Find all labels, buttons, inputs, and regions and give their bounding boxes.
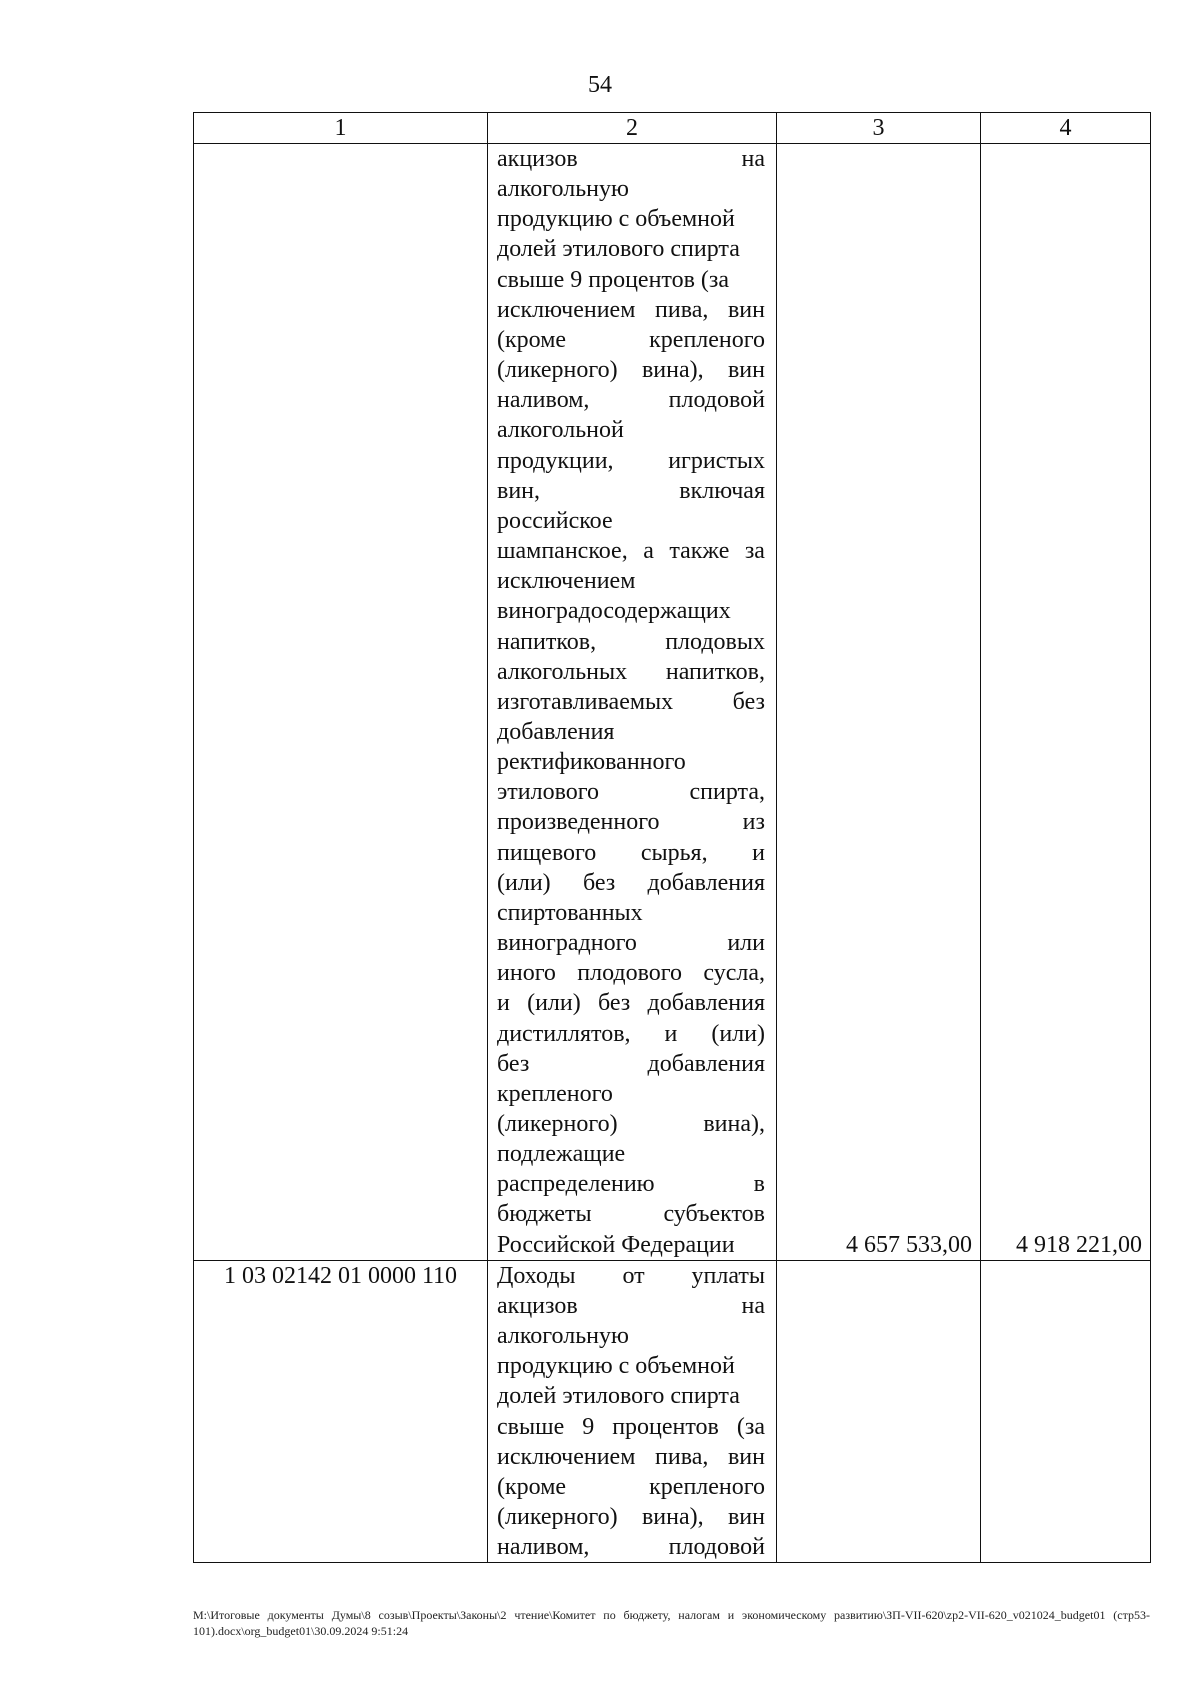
description-line: этилового спирта, — [497, 779, 765, 806]
header-row — [194, 113, 1151, 144]
amount-col-4 — [981, 1260, 1151, 1563]
description-line: добавления — [497, 718, 615, 745]
description-line: Доходы от уплаты — [497, 1262, 765, 1289]
description-line: Российской Федерации — [497, 1231, 735, 1258]
amount-col-3: 4 657 533,00 — [777, 144, 981, 1261]
description-line: напитков, плодовых — [497, 628, 765, 655]
page-number: 54 — [588, 72, 612, 98]
description-line: (ликерного) вина), вин — [497, 357, 765, 384]
description-line: произведенного из — [497, 809, 765, 836]
description-line: дистиллятов, и (или) — [497, 1020, 765, 1047]
description-line: виноградного или — [497, 930, 765, 957]
description-line: долей этилового спирта — [497, 1383, 740, 1410]
budget-table — [193, 112, 1151, 1563]
income-code: 1 03 02142 01 0000 110 — [194, 1260, 488, 1563]
amount-col-3 — [777, 1260, 981, 1563]
description-line: исключением — [497, 568, 636, 595]
description-line: исключением пива, вин — [497, 1443, 765, 1470]
description-line: исключением пива, вин — [497, 296, 765, 323]
description-line: (кроме крепленого — [497, 1473, 765, 1500]
header-col-2: 2 — [488, 113, 777, 144]
description-line: алкогольной — [497, 417, 624, 444]
description-line: бюджеты субъектов — [497, 1201, 765, 1228]
header-col-3: 3 — [777, 113, 981, 144]
income-description — [488, 144, 777, 1261]
table-header — [194, 113, 1151, 144]
table-body — [194, 144, 1151, 1563]
description-line: (ликерного) вина), вин — [497, 1504, 765, 1531]
description-line: акцизов на — [497, 146, 765, 172]
description-line: продукцию с объемной — [497, 1353, 735, 1380]
description-line: крепленого — [497, 1080, 613, 1107]
description-line: пищевого сырья, и — [497, 839, 765, 866]
description-line: распределению в — [497, 1171, 765, 1198]
description-line: и (или) без добавления — [497, 990, 765, 1017]
header-col-1: 1 — [194, 113, 488, 144]
description-line: алкогольных напитков, — [497, 658, 765, 685]
description-line: ректификованного — [497, 749, 686, 776]
description-line: виноградосодержащих — [497, 598, 731, 625]
description-line: без добавления — [497, 1050, 765, 1077]
description-line: спиртованных — [497, 899, 643, 926]
description-line: российское — [497, 507, 613, 534]
description-line: продукцию с объемной — [497, 206, 735, 233]
description-line: продукции, игристых — [497, 447, 765, 474]
description-line: иного плодового сусла, — [497, 960, 765, 987]
table-row — [194, 144, 1151, 1261]
description-line: изготавливаемых без — [497, 688, 765, 715]
amount-col-4: 4 918 221,00 — [981, 144, 1151, 1261]
table-row — [194, 1260, 1151, 1563]
description-line: подлежащие — [497, 1141, 626, 1168]
header-col-4: 4 — [981, 113, 1151, 144]
description-line: вин, включая — [497, 477, 765, 504]
document-file-path: M:\Итоговые документы Думы\8 созыв\Проекты\Законы\2 чтение\Комитет по бюджету, налогам и экономическому развитию\ЗП-VII-620\zp2-VII-620_v021024_budget01 (стр53-101).docx\org_budget01\30.09.2024 9:51:24 — [193, 1608, 1150, 1638]
income-description — [488, 1260, 777, 1563]
description-line: наливом, плодовой — [497, 1534, 765, 1561]
description-line: долей этилового спирта — [497, 236, 740, 263]
description-line: свыше 9 процентов (за — [497, 266, 730, 293]
description-line: (или) без добавления — [497, 869, 765, 896]
income-code — [194, 144, 488, 1261]
description-line: наливом, плодовой — [497, 387, 765, 414]
description-line: акцизов на — [497, 1292, 765, 1319]
description-line: свыше 9 процентов (за — [497, 1413, 765, 1440]
description-line: алкогольную — [497, 176, 629, 203]
description-line: алкогольную — [497, 1323, 629, 1350]
description-line: шампанское, а также за — [497, 538, 765, 565]
description-line: (кроме крепленого — [497, 326, 765, 353]
description-line: (ликерного) вина), — [497, 1111, 765, 1137]
